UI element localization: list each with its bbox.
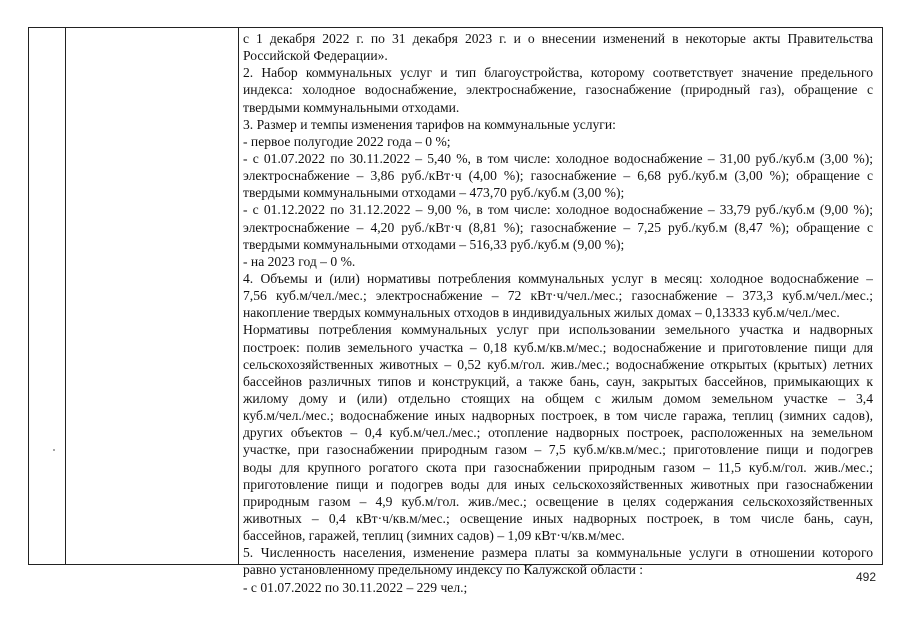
text-line: построек: полив земельного участка – 0,18 куб.м/кв.м/мес.; водоснабжение и приготовление пищи для (243, 339, 873, 355)
text-line: - с 01.07.2022 по 30.11.2022 – 5,40 %, в том числе: холодное водоснабжение – 31,00 руб./куб.м (3,00 %); (243, 150, 873, 166)
text-line: бассейнов различных типов и конструкций, а также бань, саун, закрытых бассейнов, примыкающих к (243, 373, 873, 389)
text-line: твердыми коммунальными отходами – 473,70 руб./куб.м (3,00 %); (243, 185, 625, 201)
page-number: 492 (856, 570, 877, 584)
table-column-divider (65, 27, 66, 565)
text-line: - на 2023 год – 0 %. (243, 253, 356, 269)
text-line: сельскохозяйственных животных – 0,52 куб.м/гол. жив./мес.; водоснабжение открытых (крытых) летних (243, 356, 873, 372)
text-line: других объектов – 0,4 куб.м/чел./мес.; отопление надворных построек, расположенных на земельном (243, 425, 873, 441)
text-line: жилому дому и (или) отдельно стоящих на общем с жилым домом земельном участке – 3,4 (243, 390, 873, 406)
text-line: - с 01.12.2022 по 31.12.2022 – 9,00 %, в том числе: холодное водоснабжение – 33,79 руб./куб.м (9,00 %); (243, 202, 873, 218)
scan-speck (53, 449, 55, 451)
text-line: куб.м/чел./мес.; водоснабжение иных надворных построек, в том числе гаража, теплиц (зимних садов), (243, 408, 873, 424)
text-line: 2. Набор коммунальных услуг и тип благоустройства, которому соответствует значение предельного (243, 65, 873, 81)
text-line: 3. Размер и темпы изменения тарифов на коммунальные услуги: (243, 116, 616, 132)
table-text-cell (243, 30, 873, 596)
text-line: равно установленному предельному индексу по Калужской области : (243, 562, 644, 578)
text-line: - с 01.07.2022 по 30.11.2022 – 229 чел.; (243, 579, 468, 595)
text-line: 4. Объемы и (или) нормативы потребления коммунальных услуг в месяц: холодное водоснабжение – (243, 270, 873, 286)
text-line: твердыми коммунальными отходами. (243, 99, 460, 115)
text-line: природным газом – 4,9 куб.м/гол. жив./мес.; освещение в целях содержания сельскохозяйственных (243, 493, 873, 509)
text-line: электроснабжение – 4,20 руб./кВт·ч (8,81 %); газоснабжение – 7,25 руб./куб.м (8,47 %); обращение с (243, 219, 873, 235)
text-line: участке, при газоснабжении природным газом – 7,5 куб.м/кв.м/мес.; приготовление пищи и подогрев (243, 442, 873, 458)
text-line: животных – 0,4 кВт·ч/кв.м/мес.; освещение иных надворных построек, в том числе бань, саун, (243, 510, 873, 526)
text-line: воды для крупного рогатого скота при газоснабжении природным газом – 11,5 куб.м/гол. жив./мес.; (243, 459, 873, 475)
text-line: электроснабжение – 3,86 руб./кВт·ч (4,00 %); газоснабжение – 6,68 руб./куб.м (3,00 %); обращение с (243, 168, 873, 184)
text-line: индекса: холодное водоснабжение, электроснабжение, газоснабжение (природный газ), обращение с (243, 82, 873, 98)
text-line: накопление твердых коммунальных отходов в индивидуальных жилых домах – 0,13333 куб.м/чел./мес. (243, 305, 840, 321)
text-line: 5. Численность населения, изменение размера платы за коммунальные услуги в отношении которого (243, 545, 873, 561)
text-line: с 1 декабря 2022 г. по 31 декабря 2023 г. и о внесении изменений в некоторые акты Правительства (243, 31, 873, 46)
text-line: твердыми коммунальными отходами – 516,33 руб./куб.м (9,00 %); (243, 236, 625, 252)
table-column-divider (238, 27, 239, 565)
text-line: Нормативы потребления коммунальных услуг при использовании земельного участка и надворных (243, 322, 873, 338)
text-line: - первое полугодие 2022 года – 0 %; (243, 133, 451, 149)
text-line: Российской Федерации». (243, 48, 388, 64)
text-line: приготовление пищи и подогрев воды для иных сельскохозяйственных животных при газоснабжении (243, 476, 873, 492)
text-line: 7,56 куб.м/чел./мес.; электроснабжение – 72 кВт·ч/чел./мес.; газоснабжение – 373,3 куб.м/чел./мес.; (243, 288, 873, 304)
text-line: бассейнов, гаражей, теплиц (зимних садов) – 1,09 кВт·ч/кв.м/мес. (243, 528, 625, 544)
